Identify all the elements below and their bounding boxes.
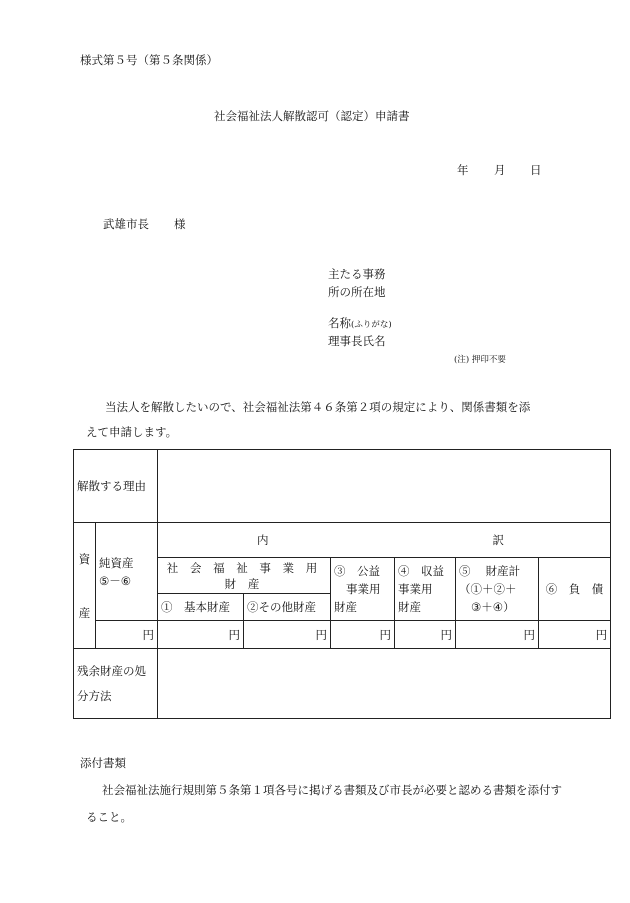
breakdown-label-2: 訳 <box>492 533 504 547</box>
liabilities-label: ⑥ 負 債 <box>539 558 611 621</box>
profit-line1: ④ 収益 <box>398 564 444 578</box>
net-assets-line2: ⑤－⑥ <box>99 573 132 588</box>
date-day: 日 <box>530 163 542 177</box>
net-assets-line1: 純資産 <box>99 555 134 570</box>
date-month: 月 <box>494 163 506 177</box>
total-line1: ⑤ 財産計 <box>459 564 521 578</box>
body-line2: えて申請します。 <box>86 425 178 439</box>
addressee-name: 武雄市長 <box>103 217 149 231</box>
profit-line2: 事業用 <box>398 582 433 596</box>
reason-value[interactable] <box>158 450 611 523</box>
reason-label: 解散する理由 <box>74 450 158 523</box>
date-year: 年 <box>457 163 469 177</box>
basic-property-amount[interactable]: 円 <box>158 621 244 649</box>
other-property-label: ②その他財産 <box>244 594 331 621</box>
basic-property-label: ① 基本財産 <box>158 594 244 621</box>
office-label-line1: 主たる事務 <box>328 267 386 281</box>
residual-row <box>74 649 611 719</box>
public-property-amount[interactable]: 円 <box>331 621 395 649</box>
assets-label <box>74 523 96 649</box>
form-number: 様式第５号（第５条関係） <box>80 53 218 67</box>
profit-property-amount[interactable]: 円 <box>395 621 456 649</box>
application-table <box>73 449 611 719</box>
profit-property-label <box>395 558 456 621</box>
residual-value[interactable] <box>158 649 611 719</box>
welfare-property-label: 社 会 福 祉 事 業 用 財 産 <box>158 558 331 594</box>
public-line1: ③ 公益 <box>334 564 380 578</box>
name-furigana: (ふりがな) <box>351 320 392 330</box>
chairman-label: 理事長氏名 <box>328 334 386 348</box>
assets-label-top: 資 <box>78 551 91 566</box>
breakdown-header <box>158 523 611 558</box>
total-property-amount[interactable]: 円 <box>456 621 539 649</box>
breakdown-header-row <box>74 523 611 558</box>
residual-line2: 分方法 <box>77 688 112 703</box>
residual-label <box>74 649 158 719</box>
attachments-line2: ること。 <box>86 810 132 824</box>
profit-line3: 財産 <box>398 600 421 614</box>
net-assets-label <box>96 523 158 621</box>
name-label <box>328 315 392 331</box>
net-assets-amount[interactable]: 円 <box>96 621 158 649</box>
public-line2: 事業用 <box>346 582 381 596</box>
office-label-line2: 所の所在地 <box>328 285 386 299</box>
other-property-amount[interactable]: 円 <box>244 621 331 649</box>
total-line3: ③＋④） <box>471 600 515 614</box>
reason-row <box>74 450 611 523</box>
public-property-label <box>331 558 395 621</box>
attachments-heading: 添付書類 <box>80 756 126 770</box>
liabilities-amount[interactable]: 円 <box>539 621 611 649</box>
assets-label-bottom: 産 <box>78 605 91 620</box>
amount-row <box>74 621 611 649</box>
residual-line1: 残余財産の処 <box>77 663 146 678</box>
total-property-label <box>456 558 539 621</box>
total-line2: （①＋②＋ <box>459 582 517 596</box>
seal-note: (注) 押印不要 <box>454 355 506 365</box>
name-label-text: 名称 <box>328 316 351 330</box>
public-line3: 財産 <box>334 600 357 614</box>
addressee-honorific: 様 <box>174 217 186 231</box>
breakdown-label-1: 内 <box>257 533 269 547</box>
attachments-line1: 社会福祉法施行規則第５条第１項各号に掲げる書類及び市長が必要と認める書類を添付す <box>102 783 562 797</box>
document-title: 社会福祉法人解散認可（認定）申請書 <box>214 109 410 123</box>
body-line1: 当法人を解散したいので、社会福祉法第４６条第２項の規定により、関係書類を添 <box>105 400 531 414</box>
